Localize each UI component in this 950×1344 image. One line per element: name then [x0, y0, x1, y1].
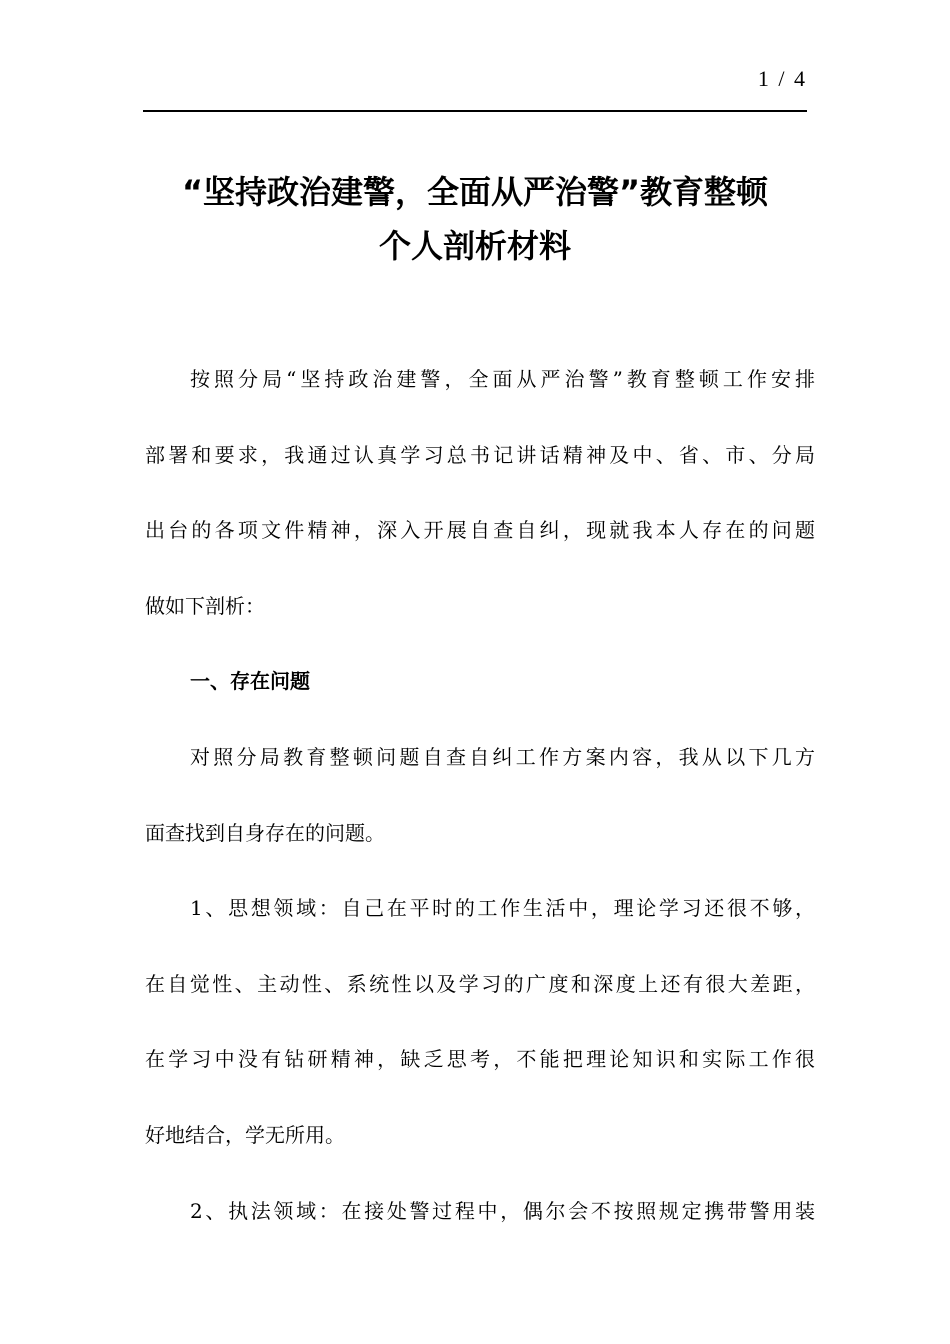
document-title — [110, 165, 840, 273]
paragraph-line: 在学习中没有钻研精神，缺乏思考，不能把理论知识和实际工作很 — [145, 1047, 815, 1072]
paragraph-line: 做如下剖析： — [145, 593, 265, 618]
title-line-1: “坚持政治建警，全面从严治警”教育整顿 — [181, 173, 769, 211]
paragraph-line: 2、执法领域：在接处警过程中，偶尔会不按照规定携带警用装 — [190, 1198, 815, 1223]
page-number: 1 / 4 — [757, 66, 807, 91]
title-line-2: 个人剖析材料 — [378, 227, 571, 265]
paragraph-line: 对照分局教育整顿问题自查自纠工作方案内容，我从以下几方 — [190, 744, 815, 769]
paragraph-line: 面查找到自身存在的问题。 — [145, 820, 385, 845]
paragraph-line: 1、思想领域：自己在平时的工作生活中，理论学习还很不够， — [190, 896, 815, 921]
paragraph-line: 部署和要求，我通过认真学习总书记讲话精神及中、省、市、分局 — [145, 442, 815, 467]
paragraph-line: 按照分局“坚持政治建警，全面从严治警”教育整顿工作安排 — [190, 367, 815, 391]
paragraph-line: 好地结合，学无所用。 — [145, 1122, 345, 1147]
paragraph-line: 出台的各项文件精神，深入开展自查自纠，现就我本人存在的问题 — [145, 518, 815, 543]
document-body — [145, 342, 815, 1249]
header-rule — [143, 110, 807, 112]
paragraph-line: 在自觉性、主动性、系统性以及学习的广度和深度上还有很大差距， — [145, 971, 815, 996]
section-heading: 一、存在问题 — [190, 669, 310, 694]
